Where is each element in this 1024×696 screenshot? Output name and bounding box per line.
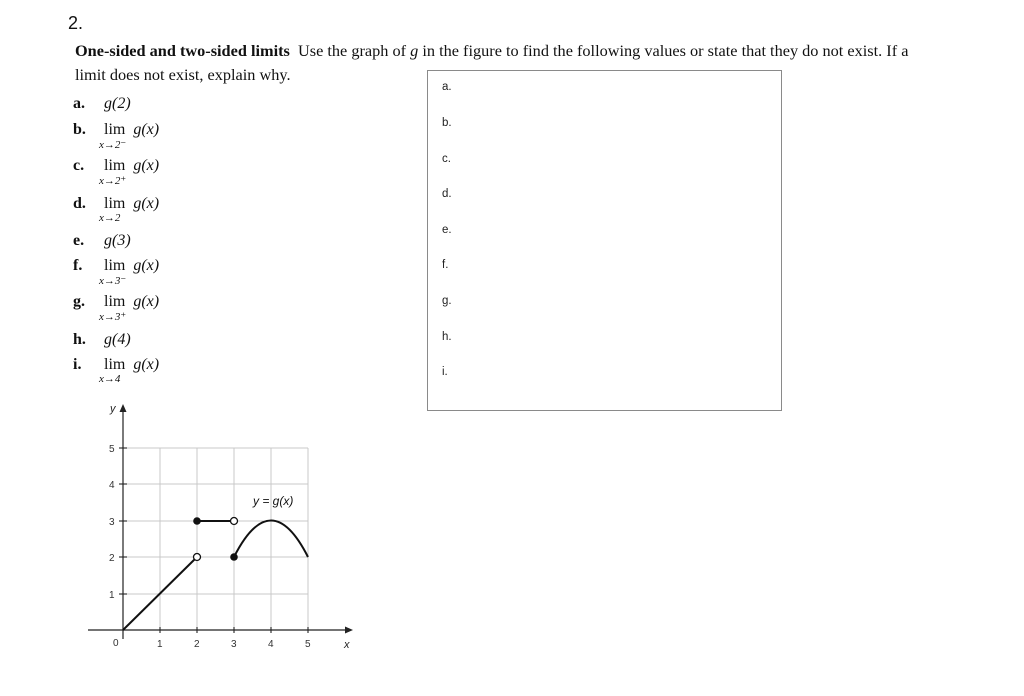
limit-subscript: x→2⁺ xyxy=(99,175,127,187)
lim-operator: lim xyxy=(104,356,126,373)
question-expr: g(3) xyxy=(104,232,131,249)
y-axis-label: y xyxy=(110,403,116,415)
x-tick-label: 1 xyxy=(157,639,163,650)
question-letter: b. xyxy=(73,121,86,138)
question-letter: c. xyxy=(73,157,85,174)
instructions-part2: in the figure to find the following values or state that they do not exist. If a limit does not exist, explain why. xyxy=(75,41,909,84)
x-axis-label: x xyxy=(344,639,350,651)
lim-operator: lim xyxy=(104,121,126,138)
answer-label-f: f. xyxy=(442,259,449,271)
y-tick-label: 2 xyxy=(109,553,115,564)
answer-label-i: i. xyxy=(442,366,448,378)
question-letter: d. xyxy=(73,195,86,212)
question-letter: g. xyxy=(73,293,85,310)
x-tick-label: 2 xyxy=(194,639,200,650)
problem-number: 2. xyxy=(68,13,84,33)
closed-point-2-3 xyxy=(193,517,201,525)
question-letter: e. xyxy=(73,232,85,249)
open-point-2-2 xyxy=(194,554,201,561)
limit-subscript: x→2⁻ xyxy=(99,139,127,151)
answer-label-d: d. xyxy=(442,188,452,200)
y-tick-label: 5 xyxy=(109,444,115,455)
x-tick-label: 4 xyxy=(268,639,274,650)
limit-subscript: x→3⁻ xyxy=(99,275,127,287)
limit-subscript: x→2 xyxy=(99,212,121,224)
limit-subscript: x→4 xyxy=(99,373,121,385)
y-tick-label: 4 xyxy=(109,480,115,491)
question-expr: g(4) xyxy=(104,331,131,348)
lim-operator: lim xyxy=(104,157,126,174)
curve-label: y = g(x) xyxy=(253,494,294,508)
question-letter: a. xyxy=(73,95,85,112)
x-tick-label: 5 xyxy=(305,639,311,650)
question-letter: f. xyxy=(73,257,83,274)
x-axis-arrow xyxy=(345,627,353,634)
answer-label-h: h. xyxy=(442,331,452,343)
instructions-part1: Use the graph of xyxy=(298,41,407,60)
lim-operator: lim xyxy=(104,293,126,310)
lim-operator: lim xyxy=(104,257,126,274)
answer-box[interactable] xyxy=(427,70,782,411)
answer-label-g: g. xyxy=(442,295,452,307)
question-expr: g(x) xyxy=(133,293,160,310)
answer-label-b: b. xyxy=(442,117,452,129)
y-tick-label: 3 xyxy=(109,517,115,528)
question-letter: i. xyxy=(73,356,82,373)
y-axis-arrow xyxy=(120,404,127,412)
question-expr: g(x) xyxy=(133,356,160,373)
limit-subscript: x→3⁺ xyxy=(99,311,127,323)
problem-title: One-sided and two-sided limits xyxy=(75,41,290,60)
question-expr: g(x) xyxy=(133,195,160,212)
open-point-3-3 xyxy=(231,518,238,525)
lim-operator: lim xyxy=(104,195,126,212)
function-graph xyxy=(86,398,366,658)
question-expr: g(2) xyxy=(104,95,131,112)
question-expr: g(x) xyxy=(133,121,160,138)
question-expr: g(x) xyxy=(133,157,160,174)
closed-point-3-2 xyxy=(230,553,238,561)
instructions-var: g xyxy=(410,41,419,60)
question-letter: h. xyxy=(73,331,86,348)
answer-label-e: e. xyxy=(442,224,452,236)
answer-label-c: c. xyxy=(442,153,451,165)
answer-label-a: a. xyxy=(442,81,452,93)
y-tick-label: 1 xyxy=(109,590,115,601)
x-tick-label: 3 xyxy=(231,639,237,650)
question-expr: g(x) xyxy=(133,257,160,274)
origin-label: 0 xyxy=(113,638,119,649)
